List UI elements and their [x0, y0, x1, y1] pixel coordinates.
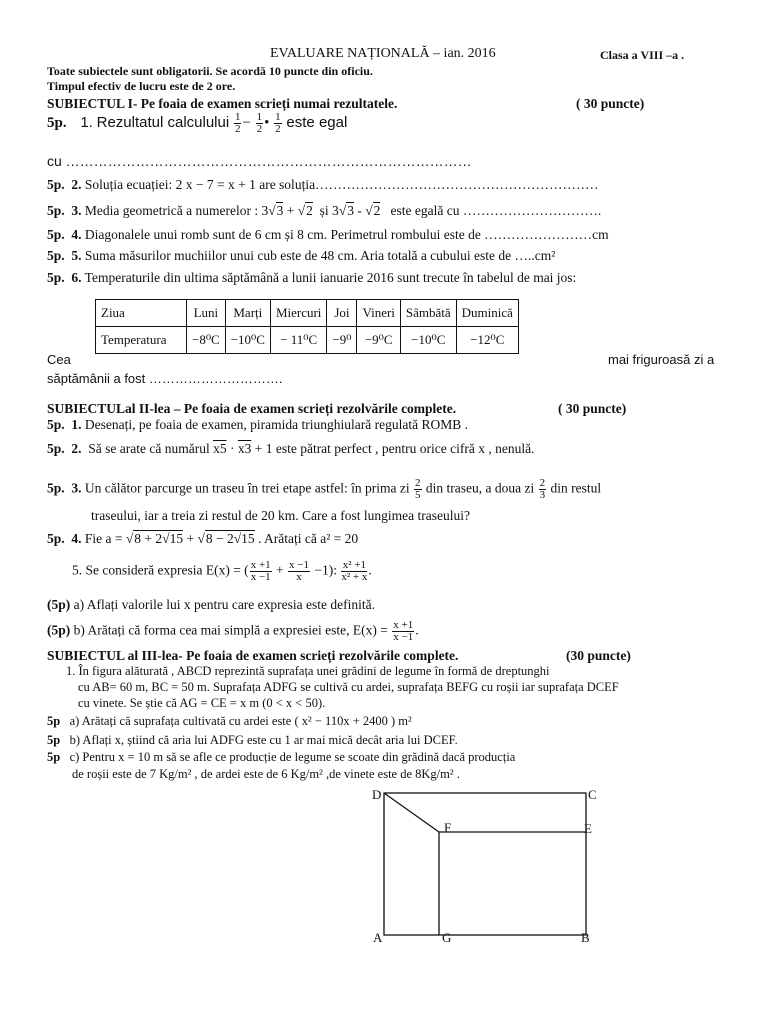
s2-question5: 5. Se consideră expresia E(x) = ( $\frac{x +1}{x -1}$ + $\frac{x -1}{x}$ −1): $\frac{\text{x² +1}}{\text{x² + x}}$ . — [72, 559, 372, 583]
table-cell: −10⁰C — [400, 327, 456, 354]
section1-title: SUBIECTUL I- Pe foaia de examen scrieți numai rezultatele. — [47, 96, 398, 111]
s2-question5a: (5p) a) Aflați valorile lui x pentru care expresia este definită. — [47, 597, 375, 612]
s2-question2: 5p. 2. Să se arate că numărul x5 · x3 + 1 este pătrat perfect , pentru orice cifră x , nenulă. — [47, 441, 535, 456]
s3-problem-line3: cu vinete. Se știe că AG = CE = x m (0 < x < 50). — [78, 696, 326, 710]
table-cell: Marți — [225, 300, 270, 327]
section1-points: ( 30 puncte) — [576, 96, 645, 111]
table-cell: Luni — [187, 300, 226, 327]
instructions-note2: Timpul efectiv de lucru este de 2 ore. — [47, 79, 236, 93]
s2-question3-line2: traseului, iar a treia zi restul de 20 km. Care a fost lungimea traseului? — [91, 508, 470, 523]
s3-question-c: 5p c) Pentru x = 10 m să se afle ce producție de legume se scoate din grădină dacă producția — [47, 750, 516, 764]
table-cell: Temperatura — [96, 327, 187, 354]
s3-problem-line2: cu AB= 60 m, BC = 50 m. Suprafața ADFG se cultivă cu ardei, suprafața BEFG cu roșii iar suprafața DCEF — [78, 680, 619, 694]
table-cell: −10⁰C — [225, 327, 270, 354]
s1-q6-answer-line: săptămânii a fost …………………………. — [47, 371, 283, 386]
garden-figure — [360, 780, 620, 950]
s1-question1: 5p. 1. Rezultatul calculului $\frac{1}{2}$ − $\frac{1}{2}$ • $\frac{1}{2}$ este egal — [47, 111, 348, 135]
section2-points: ( 30 puncte) — [558, 401, 627, 416]
page-title: EVALUARE NAȚIONALĂ – ian. 2016 — [270, 46, 496, 61]
table-cell: −9⁰C — [357, 327, 400, 354]
table-row — [96, 300, 519, 327]
s3-problem-line1: 1. În figura alăturată , ABCD reprezintă suprafața unei grădini de legume în formă de dreptunghi — [66, 664, 550, 678]
s1-q6-cea: Cea — [47, 352, 71, 367]
table-cell: Vineri — [357, 300, 400, 327]
segment-df — [384, 793, 439, 832]
label-b: B — [581, 930, 590, 945]
section3-title: SUBIECTUL al III-lea- Pe foaia de examen scrieți rezolvările complete. — [47, 648, 459, 663]
instructions-note1: Toate subiectele sunt obligatorii. Se acordă 10 puncte din oficiu. — [47, 64, 373, 78]
label-f: F — [444, 820, 452, 835]
s1-question1-answer-line: cu …………………………………………………………………………… — [47, 153, 472, 169]
table-cell: Ziua — [96, 300, 187, 327]
label-a: A — [373, 930, 383, 945]
s1-question6: 5p. 6. Temperaturile din ultima săptămână a lunii ianuarie 2016 sunt trecute în tabelul de mai jos: — [47, 270, 577, 285]
label-g: G — [442, 930, 452, 945]
table-cell: Sâmbătă — [400, 300, 456, 327]
s2-question5b: (5p) b) Arătați că forma cea mai simplă a expresiei este, E(x) = $\frac{x +1}{x -1}$ . — [47, 619, 419, 643]
section2-title: SUBIECTULal II-lea – Pe foaia de examen scrieți rezolvările complete. — [47, 401, 457, 416]
table-cell: − 11⁰C — [270, 327, 326, 354]
s2-question1: 5p. 1. Desenați, pe foaia de examen, piramida triunghiulară regulată ROMB . — [47, 417, 469, 432]
table-cell: −12⁰C — [456, 327, 518, 354]
label-c: C — [588, 787, 597, 802]
table-cell: Miercuri — [270, 300, 326, 327]
label-e: E — [584, 821, 592, 836]
s2-question3: 5p. 3. Un călător parcurge un traseu în trei etape astfel: în prima zi $\frac{2}{5}$ din traseu, a doua zi $\frac{2}{3}$ din restul — [47, 477, 602, 501]
s3-question-c-line2: de roșii este de 7 Kg/m² , de ardei este de 6 Kg/m² ,de vinete este de 8Kg/m² . — [72, 767, 460, 781]
s1-question5: 5p. 5. Suma măsurilor muchiilor unui cub este de 48 cm. Aria totală a cubului este de …..cm² — [47, 248, 556, 263]
section3-points: (30 puncte) — [566, 648, 631, 663]
label-d: D — [372, 787, 382, 802]
s1-question4: 5p. 4. Diagonalele unui romb sunt de 6 cm și 8 cm. Perimetrul rombului este de ……………………cm — [47, 227, 609, 242]
s1-question2: 5p. 2. Soluția ecuației: 2 x − 7 = x + 1 are soluția……………………………………………………… — [47, 177, 599, 192]
s1-question3: 5p. 3. Media geometrică a numerelor : 3√3 + √2 și 3√3 - √2 este egală cu …………………………. — [47, 203, 602, 218]
table-row — [96, 327, 519, 354]
table-cell: Joi — [327, 300, 357, 327]
s2-question4: 5p. 4. Fie a = √8 + 2√15 + √8 − 2√15 . Arătați că a² = 20 — [47, 531, 359, 546]
table-cell: −8⁰C — [187, 327, 226, 354]
s3-question-b: 5p b) Aflați x, știind că aria lui ADFG este cu 1 ar mai mică decât aria lui DCEF. — [47, 733, 458, 747]
table-cell: −9⁰ — [327, 327, 357, 354]
class-label: Clasa a VIII –a . — [600, 48, 685, 62]
temperature-table — [95, 299, 519, 354]
s1-q6-after: mai friguroasă zi a — [608, 352, 715, 367]
s3-question-a: 5p a) Arătați că suprafața cultivată cu ardei este ( x² − 110x + 2400 ) m² — [47, 714, 412, 728]
table-cell: Duminică — [456, 300, 518, 327]
